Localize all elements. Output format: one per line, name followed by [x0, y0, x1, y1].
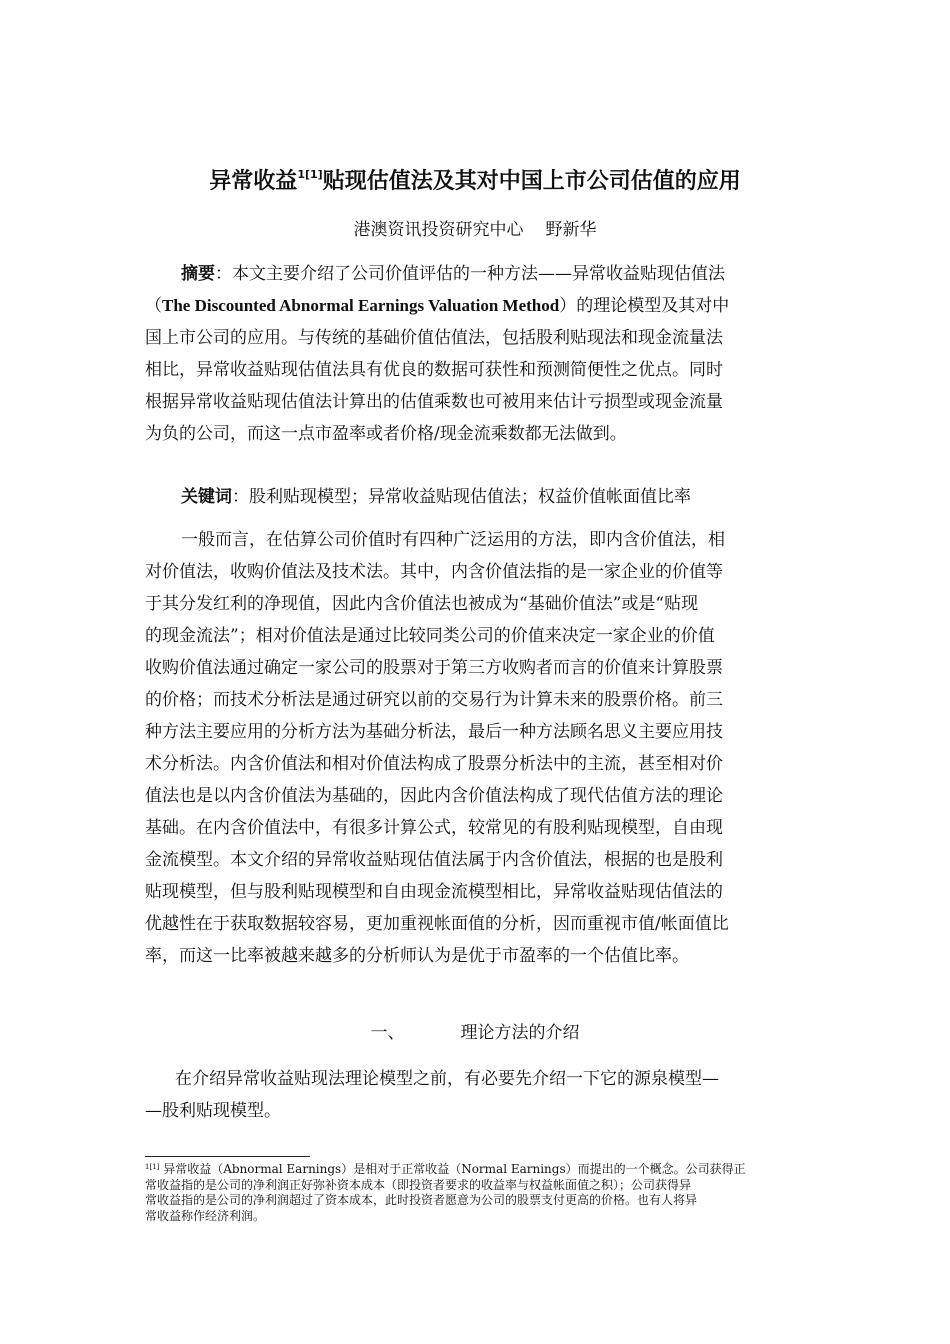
keywords-label: 关键词 [181, 487, 232, 507]
footnote-marker: 1[1] [145, 1163, 160, 1171]
title-main: 异常收益 [209, 169, 298, 194]
abstract-colon: ： [215, 264, 232, 284]
footnote-line-3: 常收益指的是公司的净利润超过了资本成本，此时投资者愿意为公司的股票支付更高的价格。也有人将异 [145, 1193, 698, 1207]
abstract-english-title: The Discounted Abnormal Earnings Valuation Method [162, 296, 560, 315]
intro-line-2: —股利贴现模型。 [145, 1101, 281, 1121]
abstract-line-4: 相比，异常收益贴现估值法具有优良的数据可获性和预测简便性之优点。同时 [145, 360, 723, 380]
body-line: 术分析法。内含价值法和相对价值法构成了股票分析法中的主流，甚至相对价 [145, 754, 723, 774]
keywords-paragraph [145, 481, 805, 513]
author-line [0, 216, 950, 244]
footnote-line-4: 常收益称作经济利润。 [145, 1208, 266, 1223]
author-name: 野新华 [545, 220, 597, 240]
author-affiliation: 港澳资讯投资研究中心 [353, 220, 524, 240]
body-paragraph [145, 524, 805, 972]
body-line: 基础。在内含价值法中，有很多计算公式，较常见的有股利贴现模型，自由现 [145, 818, 723, 838]
intro-line-1: 在介绍异常收益贴现法理论模型之前，有必要先介绍一下它的源泉模型— [175, 1069, 719, 1089]
intro-paragraph [145, 1063, 805, 1127]
abstract-paragraph [145, 258, 805, 450]
footnote-line-1: 异常收益（Abnormal Earnings）是相对于正常收益（Normal Earnings）而提出的一个概念。公司获得正 [159, 1162, 746, 1176]
body-line: 值法也是以内含价值法为基础的，因此内含价值法构成了现代估值方法的理论 [145, 786, 723, 806]
abstract-line-6: 为负的公司，而这一点市盈率或者价格/现金流乘数都无法做到。 [145, 424, 627, 444]
title-rest: 贴现估值法及其对中国上市公司估值的应用 [322, 169, 741, 194]
body-line: 率，而这一比率被越来越多的分析师认为是优于市盈率的一个估值比率。 [145, 946, 689, 966]
section-title: 理论方法的介绍 [460, 1023, 580, 1043]
footnote-line-2: 常收益指的是公司的净利润正好弥补资本成本（即投资者要求的收益率与权益帐面值之积）；公司获得异 [145, 1177, 692, 1192]
paper-title [0, 166, 950, 198]
footnote [145, 1162, 807, 1224]
body-line: 一般而言，在估算公司价值时有四种广泛运用的方法，即内含价值法，相 [181, 530, 725, 550]
body-line: 金流模型。本文介绍的异常收益贴现估值法属于内含价值法，根据的也是股利 [145, 850, 723, 870]
body-line: 种方法主要应用的分析方法为基础分析法，最后一种方法顾名思义主要应用技 [145, 722, 723, 742]
keywords-text: 股利贴现模型；异常收益贴现估值法；权益价值帐面值比率 [249, 487, 691, 507]
abstract-line-3: 国上市公司的应用。与传统的基础价值估值法，包括股利贴现法和现金流量法 [145, 328, 723, 348]
abstract-line-1: 本文主要介绍了公司价值评估的一种方法——异常收益贴现估值法 [232, 264, 725, 284]
section-heading [0, 1018, 950, 1048]
body-line: 的现金流法”；相对价值法是通过比较同类公司的价值来决定一家企业的价值 [145, 626, 715, 646]
body-line: 于其分发红利的净现值，因此内含价值法也被成为“基础价值法”或是“贴现 [145, 594, 699, 614]
body-line: 优越性在于获取数据较容易，更加重视帐面值的分析，因而重视市值/帐面值比 [145, 914, 729, 934]
body-line: 收购价值法通过确定一家公司的股票对于第三方收购者而言的价值来计算股票 [145, 658, 723, 678]
section-number: 一、 [370, 1023, 405, 1043]
title-footnote-ref[interactable]: 1[1] [297, 168, 323, 181]
body-line: 贴现模型，但与股利贴现模型和自由现金流模型相比，异常收益贴现估值法的 [145, 882, 723, 902]
keywords-colon: ： [232, 487, 249, 507]
footnote-separator [145, 1156, 310, 1157]
body-line: 对价值法，收购价值法及技术法。其中，内含价值法指的是一家企业的价值等 [145, 562, 723, 582]
body-line: 的价格；而技术分析法是通过研究以前的交易行为计算未来的股票价格。前三 [145, 690, 723, 710]
abstract-paren-open: （ [145, 296, 162, 316]
abstract-line-2: ）的理论模型及其对中 [559, 296, 730, 316]
abstract-label: 摘要 [181, 264, 215, 284]
abstract-line-5: 根据异常收益贴现估值法计算出的估值乘数也可被用来估计亏损型或现金流量 [145, 392, 723, 412]
